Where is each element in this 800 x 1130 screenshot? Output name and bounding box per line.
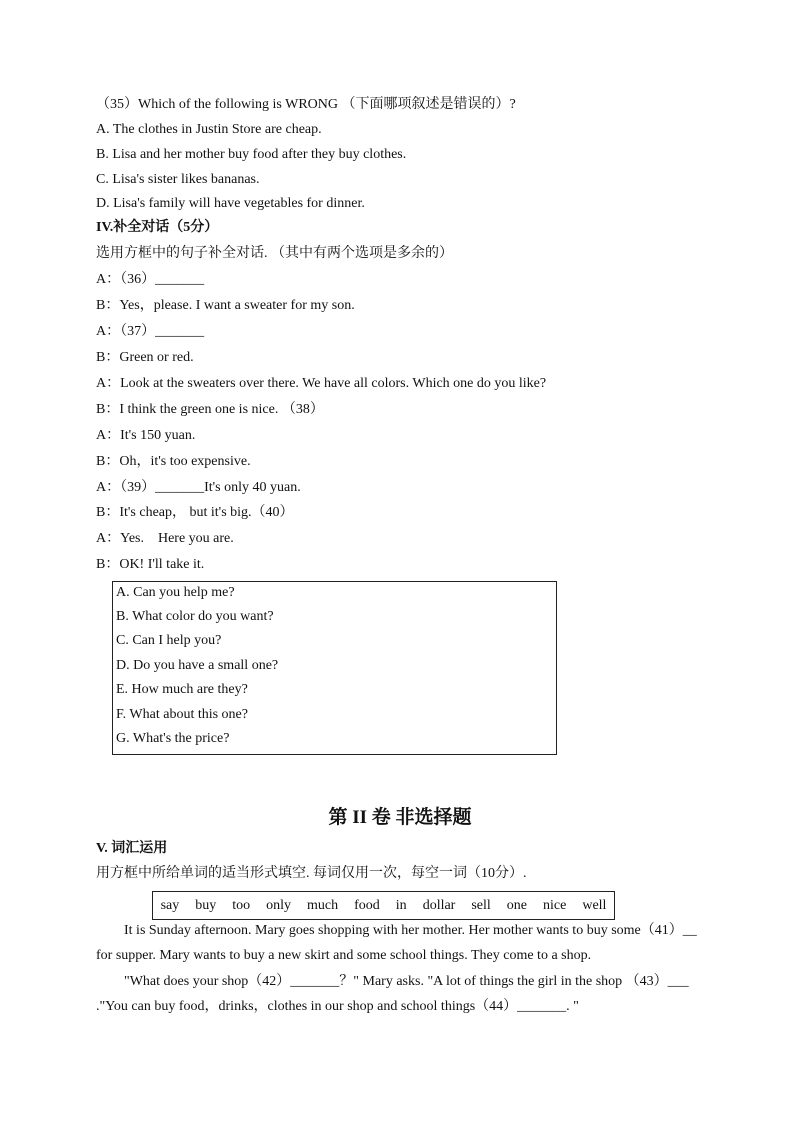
- word-bank-item: much: [307, 898, 339, 913]
- word-bank-item: too: [232, 898, 251, 913]
- part2-title: 第 II 卷 非选择题: [328, 807, 472, 828]
- dialogue-options-box: [112, 581, 557, 755]
- word-bank-item: only: [266, 898, 292, 913]
- word-bank-item: sell: [471, 898, 491, 913]
- dialogue-line: A：（39）_______It's only 40 yuan.: [96, 480, 301, 495]
- dialogue-line: A：（37）_______: [96, 324, 205, 339]
- word-bank-box: [152, 891, 615, 920]
- box-option: E. How much are they?: [116, 682, 248, 697]
- dialogue-line: B：OK! I'll take it.: [96, 557, 205, 572]
- dialogue-line: A：It's 150 yuan.: [96, 428, 196, 443]
- dialogue-line: B：It's cheap， but it's big.（40）: [96, 505, 294, 520]
- box-option: F. What about this one?: [116, 707, 248, 722]
- word-bank-item: one: [506, 898, 528, 913]
- word-bank: [153, 892, 614, 919]
- dialogue-line: A：Look at the sweaters over there. We have all colors. Which one do you like?: [96, 376, 547, 391]
- word-bank-item: dollar: [422, 898, 456, 913]
- q35-option-b: B. Lisa and her mother buy food after they buy clothes.: [96, 147, 407, 162]
- dialogue-line: B：I think the green one is nice. （38）: [96, 402, 324, 417]
- passage-line: It is Sunday afternoon. Mary goes shopping with her mother. Her mother wants to buy some（41）__: [96, 923, 697, 938]
- section4-title: IV.补全对话（5分）: [96, 220, 219, 235]
- section5-title: V. 词汇运用: [96, 841, 168, 856]
- dialogue-line: B：Yes，please. I want a sweater for my son.: [96, 298, 355, 313]
- word-bank-item: buy: [195, 898, 217, 913]
- word-bank-item: in: [395, 898, 407, 913]
- passage-line: "What does your shop（42）_______？" Mary asks. "A lot of things the girl in the shop （43）___: [96, 974, 689, 989]
- box-option: G. What's the price?: [116, 731, 230, 746]
- dialogue-line: A：（36）_______: [96, 272, 205, 287]
- q35-option-d: D. Lisa's family will have vegetables for dinner.: [96, 196, 365, 211]
- dialogue-line: B：Green or red.: [96, 350, 194, 365]
- word-bank-item: say: [160, 898, 180, 913]
- q35-question: （35）Which of the following is WRONG （下面哪项叙述是错误的）?: [96, 97, 516, 112]
- word-bank-item: nice: [543, 898, 567, 913]
- section4-instruction: 选用方框中的句子补全对话. （其中有两个选项是多余的）: [96, 246, 453, 261]
- dialogue-line: A：Yes. Here you are.: [96, 531, 234, 546]
- q35-option-c: C. Lisa's sister likes bananas.: [96, 172, 260, 187]
- box-option: B. What color do you want?: [116, 609, 274, 624]
- word-bank-item: food: [354, 898, 380, 913]
- passage-line: ."You can buy food，drinks，clothes in our shop and school things（44）_______. ": [96, 999, 579, 1014]
- section5-instruction: 用方框中所给单词的适当形式填空. 每词仅用一次，每空一词（10分）.: [96, 866, 527, 881]
- box-option: A. Can you help me?: [116, 585, 235, 600]
- passage-line: for supper. Mary wants to buy a new skirt and some school things. They come to a shop.: [96, 948, 592, 963]
- word-bank-item: well: [582, 898, 607, 913]
- box-option: C. Can I help you?: [116, 633, 222, 648]
- q35-option-a: A. The clothes in Justin Store are cheap.: [96, 122, 322, 137]
- dialogue-line: B：Oh，it's too expensive.: [96, 454, 251, 469]
- box-option: D. Do you have a small one?: [116, 658, 279, 673]
